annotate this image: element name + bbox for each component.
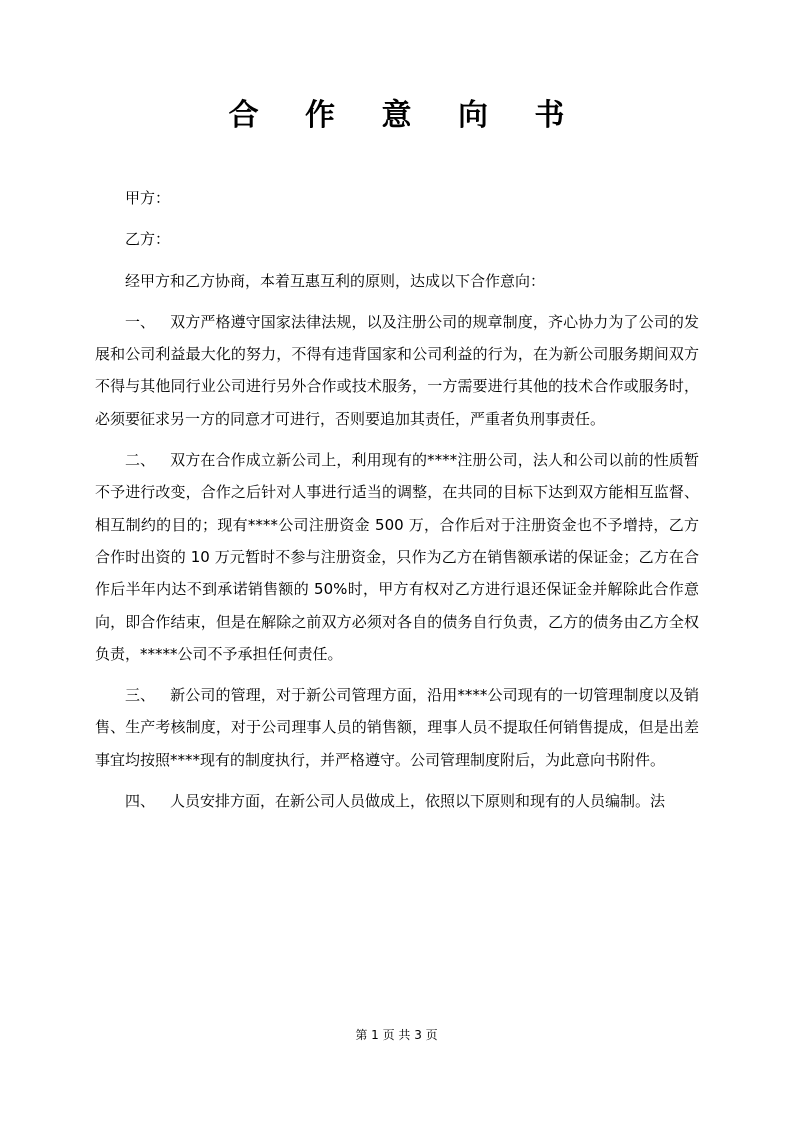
- document-body: [95, 182, 699, 1018]
- clause-3: [95, 679, 699, 776]
- clause-4-number: 四、: [125, 792, 156, 811]
- page-number-footer: 第 1 页 共 3 页: [355, 1028, 438, 1042]
- page-body-clip: [95, 182, 699, 1018]
- clause-1-number: 一、: [125, 312, 156, 331]
- intro-paragraph: 经甲方和乙方协商，本着互惠互利的原则，达成以下合作意向：: [125, 271, 546, 290]
- clause-1-text: 双方严格遵守国家法律法规，以及注册公司的规章制度，齐心协力为了公司的发展和公司利益最大化的努力，不得有违背国家和公司利益的行为，在为新公司服务期间双方不得与其他同行业公司进行另外合作或技术服务，一方需要进行其他的技术合作或服务时，必须要征求另一方的同意才可进行，否则要追加其责任，严重者负刑事责任。: [95, 312, 699, 428]
- clause-4-text: 人员安排方面，在新公司人员做成上，依照以下原则和现有的人员编制。法: [170, 792, 666, 811]
- clause-1: [95, 306, 699, 435]
- clause-2: [95, 444, 699, 670]
- clause-2-text: 双方在合作成立新公司上，利用现有的****注册公司，法人和公司以前的性质暂不予进行改变，合作之后针对人事进行适当的调整，在共同的目标下达到双方能相互监督、相互制约的目的；现有****公司注册资金 500 万，合作后对于注册资金也不予增持，乙方合作时出资的 10 万元暂时不参与注册资金，只作为乙方在销售额承诺的保证金；乙方在合作后半年内达不到承诺销售额的 50%时，甲方有权对乙方进行退还保证金并解除此合作意向，即合作结束，但是在解除之前双方必须对各自的债务自行负责，乙方的债务由乙方全权负责，*****公司不予承担任何责任。: [95, 451, 699, 663]
- clause-2-number: 二、: [125, 451, 156, 470]
- party-a-line: 甲方：: [125, 189, 171, 207]
- clause-4: [95, 785, 699, 817]
- party-b-line: 乙方：: [125, 230, 171, 249]
- clause-3-text: 新公司的管理，对于新公司管理方面，沿用****公司现有的一切管理制度以及销售、生产考核制度，对于公司理事人员的销售额，理事人员不提取任何销售提成，但是出差事宜均按照****现有的制度执行，并严格遵守。公司管理制度附后，为此意向书附件。: [95, 686, 699, 769]
- document-title: 合 作 意 向 书: [228, 98, 583, 133]
- clause-3-number: 三、: [125, 686, 156, 705]
